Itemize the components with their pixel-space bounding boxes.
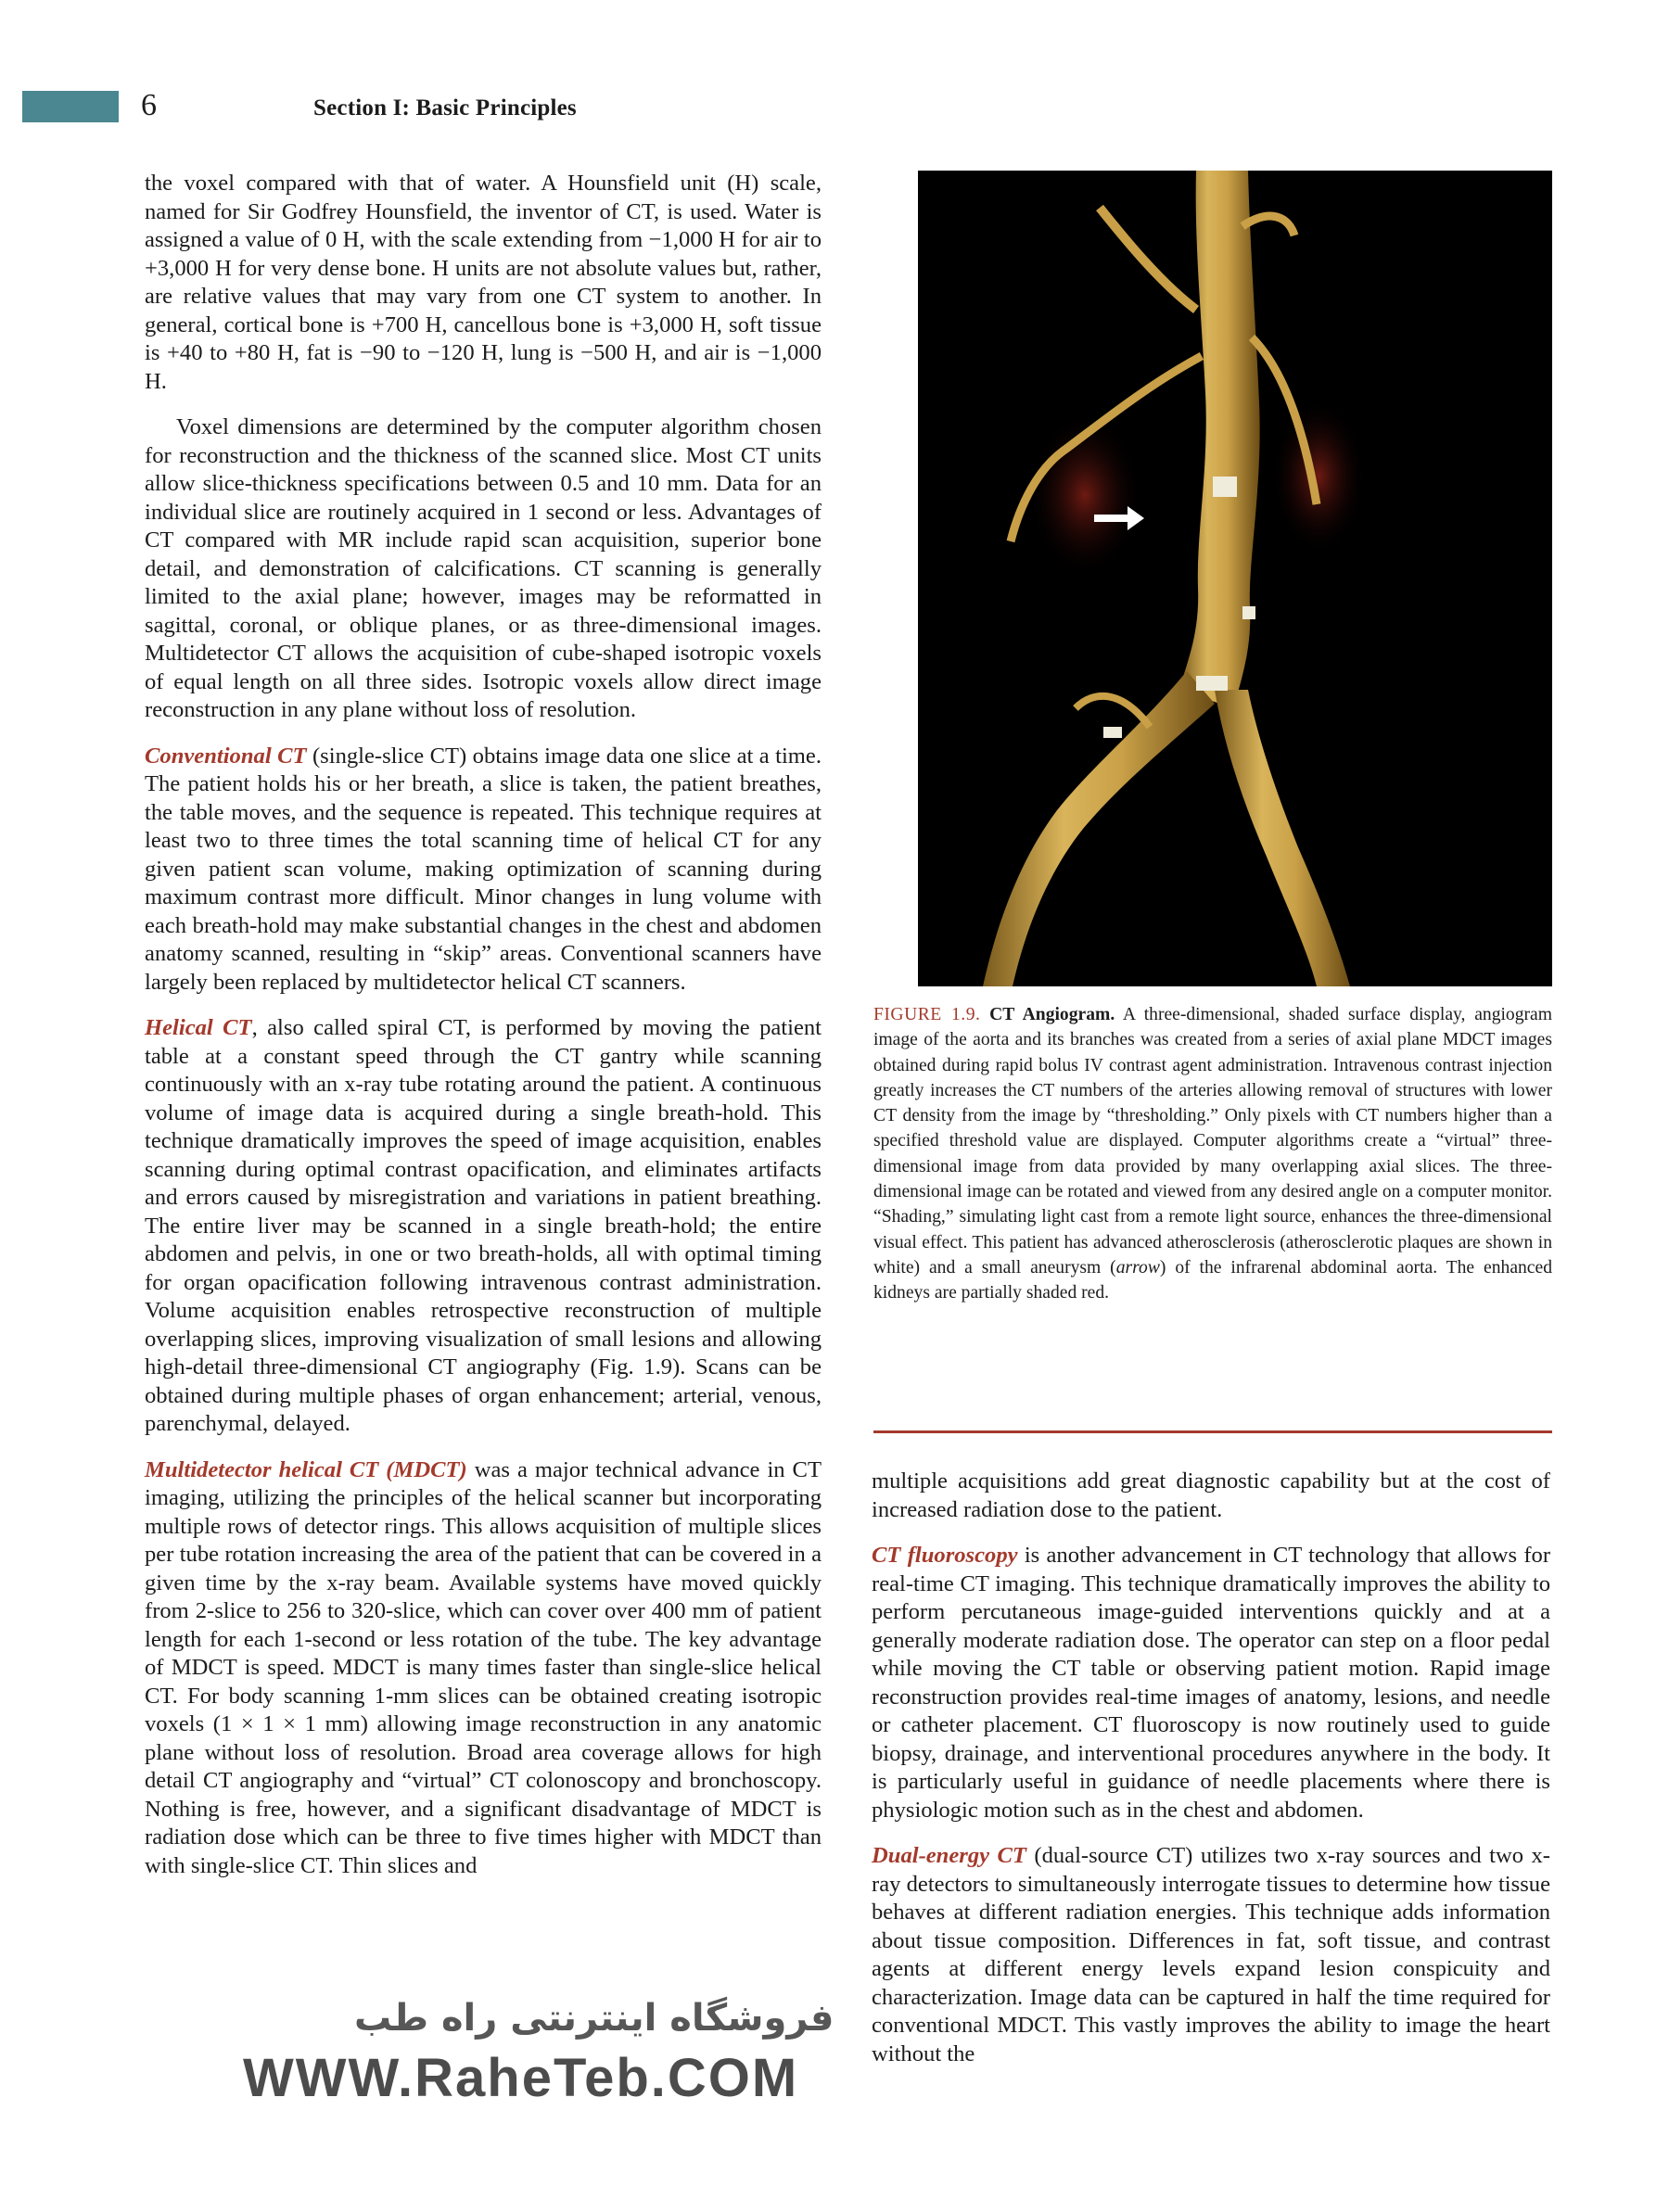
section-title: Section I: Basic Principles [313,95,577,121]
plaque-shape [1103,727,1122,738]
watermark [243,1928,836,2132]
figure-caption-text: A three-dimensional, shaded surface display, angiogram image of the aorta and its branches was created from a series of axial plane MDCT images obtained during rapid bolus IV contrast agent administration. Intravenous contrast injection greatly increases the CT numbers of the arteries allowing removal of structures with lower CT density from the image by “thresholding.” Only pixels with CT numbers higher than a specified threshold value are displayed. Computer algorithms create a “virtual” three-dimensional image from data provided by many overlapping axial slices. The three-dimensional image can be rotated and viewed from any desired angle on a computer monitor. “Shading,” simulating light cast from a remote light source, enhances the three-dimensional visual effect. This patient has advanced atherosclerosis (atherosclerotic plaques are shown in white) and a small aneurysm ( [873,1005,1552,1278]
paragraph-hounsfield: the voxel compared with that of water. A Hounsfield unit (H) scale, named for Sir Godfrey Hounsfield, the inventor of CT, is used. Water is assigned a value of 0 H, with the scale extending from −1,000 H for air to +3,000 H for very dense bone. H units are not absolute values but, rather, are relative values that may vary from one CT system to another. In general, cortical bone is +700 H, cancellous bone is +3,000 H, soft tissue is +40 to +80 H, fat is −90 to −120 H, lung is −500 H, and air is −1,000 H. [145,171,822,394]
paragraph-mdct-text: was a major technical advance in CT imaging, utilizing the principles of the helical scanner but incorporating multiple rows of detector rings. This allows acquisition of multiple slices per tube rotation increasing the area of the patient that can be covered in a given time by the x-ray beam. Available systems have moved quickly from 2-slice to 256 to 320-slice, which can cover over 400 mm of patient length for each 1-second or less rotation of the tube. The key advantage of MDCT is speed. MDCT is many times faster than single-slice helical CT. For body scanning 1-mm slices can be obtained creating isotropic voxels (1 × 1 × 1 mm) allowing image reconstruction in any anatomic plane without loss of resolution. Broad area coverage allows for high detail CT angiography and “virtual” CT colonoscopy and bronchoscopy. Nothing is free, however, and a significant disadvantage of MDCT is radiation dose which can be three to five times higher with MDCT than with single-slice CT. Thin slices and [145,1456,822,1878]
figure-caption-text-end: ) of the infrarenal abdominal aorta. The enhanced kidneys are partially shaded red. [873,1257,1553,1303]
figure-caption [873,1002,1552,1306]
figure-label: FIGURE 1.9. [873,1005,981,1024]
plaque-shape [1196,676,1228,691]
page-number: 6 [141,88,157,122]
term-dual-energy-ct: Dual-energy CT [872,1843,1026,1868]
header-accent-bar [22,91,119,122]
paragraph-dual-energy-ct-text: (dual-source CT) utilizes two x-ray sources and two x-ray detectors to simultaneously interrogate tissues to determine how tissue behaves at different radiation energies. This technique adds information about tissue composition. Differences in fat, soft tissue, and contrast agents at different energy levels expand lesion conspicuity and characterization. Image data can be captured in half the time required for conventional MDCT. This vastly improves the ability to image the heart without the [872,1843,1550,2066]
paragraph-dual-energy-ct [872,1842,1550,2068]
plaque-shape [1242,606,1255,619]
term-conventional-ct: Conventional CT [145,743,307,769]
plaque-shape [1213,477,1237,497]
paragraph-ct-fluoroscopy-text: is another advancement in CT technology that allows for real-time CT imaging. This technique dramatically improves the ability to perform percutaneous image-guided interventions quickly and at a generally moderate radiation dose. The operator can step on a floor pedal while moving the CT table or observing patient motion. Rapid image reconstruction provides real-time images of anatomy, lesions, and needle or catheter placement. CT fluoroscopy is now routinely used to guide biopsy, drainage, and interventional procedures anywhere in the body. It is particularly useful in guidance of needle placements where there is physiologic motion such as in the chest and abdomen. [872,1543,1551,1823]
term-helical-ct: Helical CT [145,1015,252,1040]
angiogram-illustration [918,171,1552,986]
ct-angiogram-image [918,171,1552,986]
paragraph-helical-ct [145,1014,822,1439]
term-ct-fluoroscopy: CT fluoroscopy [872,1543,1018,1568]
watermark-arabic-text: فروشگاه اینترنتی راه طب [354,1997,834,2040]
watermark-url: WWW.RaheTeb.COM [243,2048,799,2108]
right-column [872,1468,1550,2086]
caption-divider [873,1430,1552,1433]
paragraph-mdct [145,1456,822,1881]
right-kidney-shape [1270,398,1367,555]
left-column [145,170,822,1898]
figure-title: CT Angiogram. [989,1005,1115,1024]
paragraph-conventional-ct-text: (single-slice CT) obtains image data one slice at a time. The patient holds his or her breath, a slice is taken, the patient breathes, the table moves, and the sequence is repeated. This technique requires at least two to three times the total scanning time of helical CT for any given patient scan volume, making optimization of scanning during maximum contrast more difficult. Minor changes in lung volume with each breath-hold may make substantial changes in the chest and abdomen anatomy scanned, resulting in “skip” areas. Conventional scanners have largely been replaced by multidetector helical CT scanners. [145,743,822,995]
paragraph-ct-fluoroscopy [872,1542,1550,1824]
figure-caption-arrow-word: arrow [1115,1257,1160,1278]
paragraph-helical-ct-text: , also called spiral CT, is performed by moving the patient table at a constant speed through the CT gantry while scanning continuously with an x-ray tube rotating around the patient. A continuous volume of image data is acquired during a single breath-hold. This technique dramatically improves the speed of image acquisition, enables scanning during optimal contrast opacification, and eliminates artifacts and errors caused by misregistration and variations in patient breathing. The entire liver may be scanned in a single breath-hold; the entire abdomen and pelvis, in one or two breath-holds, all with optimal timing for organ opacification following intravenous contrast administration. Volume acquisition enables retrospective reconstruction of multiple overlapping slices, improving visualization of small lesions and allowing high-detail three-dimensional CT angiography (Fig. 1.9). Scans can be obtained during multiple phases of organ enhancement; arterial, venous, parenchymal, delayed. [145,1015,822,1436]
term-mdct: Multidetector helical CT (MDCT) [145,1456,467,1482]
paragraph-conventional-ct [145,743,822,998]
paragraph-voxel-dimensions: Voxel dimensions are determined by the computer algorithm chosen for reconstruction and the thickness of the scanned slice. Most CT units allow slice-thickness specifications between 0.5 and 10 mm. Data for an individual slice are routinely acquired in 1 second or less. Advantages of CT compared with MR include rapid scan acquisition, superior bone detail, and demonstration of calcifications. CT scanning is generally limited to the axial plane; however, images may be reformatted in sagittal, coronal, or oblique planes, or as three-dimensional images. Multidetector CT allows the acquisition of cube-shaped isotropic voxels of equal length on all three sides. Isotropic voxels allow direct image reconstruction in any plane without loss of resolution. [145,414,822,722]
paragraph-continuation: multiple acquisitions add great diagnostic capability but at the cost of increased radiation dose to the patient. [872,1468,1550,1522]
